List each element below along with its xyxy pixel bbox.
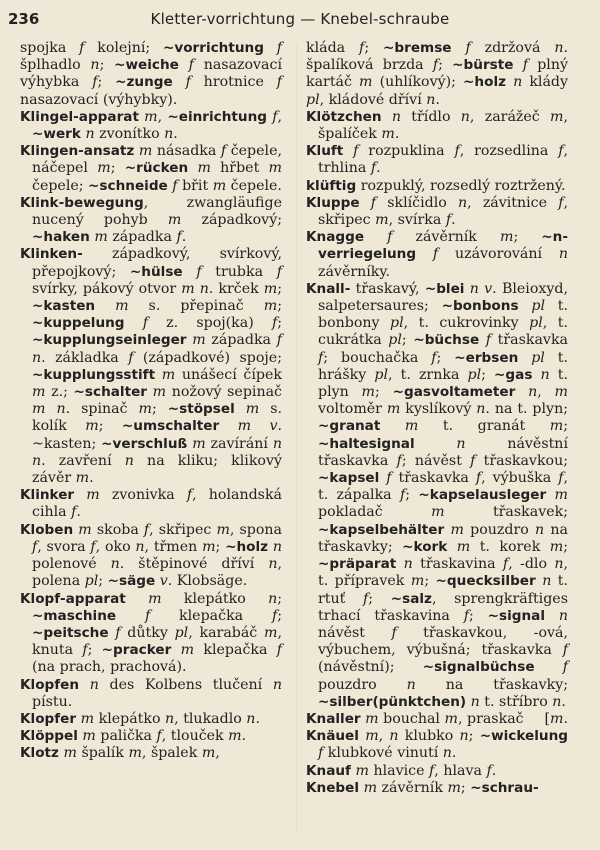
headword: Knebel: [306, 779, 360, 796]
dictionary-entry: Knäuel m, n klubko n; ~wickelung f klubkové vinutí n.: [306, 728, 568, 762]
headword: ~holz: [463, 74, 507, 91]
headword: Kluft: [306, 143, 344, 160]
headword: ~gasvoltameter: [392, 384, 516, 401]
headword: ~holz: [225, 538, 269, 555]
headword: Klöppel: [20, 728, 78, 745]
headword: ~rücken: [124, 160, 189, 177]
dictionary-entry: Kluppe f sklíčidlo n, závitnice f, skřipec m, svírka f.: [306, 194, 568, 229]
headword: ~stöpsel: [167, 401, 235, 418]
dictionary-entry: Kloben m skoba f, skřipec m, spona f, svora f, oko n, třmen m; ~holz n polenové n. štěpinové dříví n, polena pl; ~säge v. Klobsäge.: [20, 521, 283, 590]
dictionary-entry: Klingen-ansatz m násadka f čepele, náčepel m; ~rücken m hřbet m čepele; ~schneide f břit m čepele.: [20, 143, 283, 194]
headword: ~schalter: [73, 384, 148, 401]
headword: Klingen-ansatz: [20, 143, 135, 160]
headword: Knall-: [306, 280, 351, 297]
dictionary-entry: Knebel m závěrník m; ~schrau-: [306, 779, 539, 796]
headword: Knaller: [306, 710, 361, 727]
headword: ~werk: [32, 126, 81, 143]
running-head: Kletter-vorrichtung — Knebel-schraube: [150, 10, 450, 28]
headword: ~zunge: [115, 74, 173, 91]
headword: ~bremse: [383, 40, 452, 56]
headword: Klopfer: [20, 710, 77, 727]
headword: Klotz: [20, 745, 59, 762]
headword: ~kupplungsstift: [32, 366, 156, 383]
headword: ~kuppelung: [32, 315, 125, 332]
headword: ~kapsel: [318, 470, 380, 487]
headword: klüftig: [306, 177, 357, 194]
headword: ~kasten: [32, 298, 96, 315]
dictionary-entry: Klopfen n des Kolbens tlučení n pístu.: [20, 676, 283, 710]
headword: ~schrau-: [470, 779, 539, 796]
headword: ~n-verriegelung: [318, 229, 569, 263]
dictionary-entry: Knagge f závěrník m; ~n-verriegelung f uzávorování n závěrníky.: [306, 229, 569, 280]
headword: ~signalbüchse: [422, 659, 535, 676]
headword: Klopf-apparat: [20, 590, 126, 607]
headword: ~weiche: [114, 57, 179, 74]
dictionary-entry: spojka f kolejní; ~vorrichtung f šplhadlo n; ~weiche f nasazovací výhybka f; ~zunge f hrotnice f nasazovací (výhybky).: [20, 40, 283, 108]
headword: ~erbsen: [454, 349, 519, 366]
headword: ~hülse: [129, 263, 183, 280]
page-number: 236: [8, 10, 40, 28]
headword: ~haken: [32, 229, 90, 246]
headword: ~säge: [107, 573, 156, 590]
headword: ~vorrichtung: [162, 40, 264, 56]
headword: ~salz: [390, 590, 432, 607]
headword: ~gas: [494, 366, 533, 383]
headword: Klink-bewegung: [20, 194, 144, 211]
headword: ~verschluß: [101, 435, 188, 452]
dictionary-entry: Klink-bewegung, zwangläufige nucený pohyb m západkový; ~haken m západka f.: [20, 194, 282, 246]
headword: Klötzchen: [306, 108, 382, 125]
dictionary-entry: Klotz m špalík m, špalek m,: [20, 745, 220, 762]
headword: ~blei: [424, 280, 465, 297]
headword: ~büchse: [413, 332, 480, 349]
headword: Klinken-: [20, 246, 83, 263]
headword: ~kapselausleger: [418, 487, 547, 504]
dictionary-entry: Klöppel m palička f, tlouček m.: [20, 728, 247, 745]
dictionary-entry: Klötzchen n třídlo n, zarážeč m, špalíček m.: [306, 108, 568, 143]
dictionary-entry: Klinken- západkový, svírkový, přepojkový; ~hülse f trubka f svírky, pákový otvor m n. krček m; ~kasten m s. přepinač m; ~kuppelung f z. spoj(ka) f; ~kupplungseinleger m západka f n. základka f (západkové) spoje; ~kupplungsstift m unášecí čípek m z.; ~schalter m nožový sepinač m n. spinač m; ~stöpsel m s. kolík m; ~umschalter m v. ~kasten; ~verschluß m zavírání n n. zavření n na kliku; klikový závěr m.: [20, 246, 283, 487]
dictionary-entry: Klinker m zvonivka f, holandská cihla f.: [20, 487, 282, 521]
headword: ~kork: [402, 538, 448, 555]
dictionary-entry: Knall- třaskavý, ~blei n v. Bleioxyd, salpetersaures; ~bonbons pl t. bonbony pl, t. cukrovinky pl, t. cukrátka pl; ~büchse f třaskavka f; bouchačka f; ~erbsen pl t. hrášky pl, t. zrnka pl; ~gas n t. plyn m; ~gasvoltameter n, m voltoměr m kyslíkový n. na t. plyn; ~granat m t. granát m; ~haltesignal n návěstní třaskavka f; návěst f třaskavkou; ~kapsel f třaskavka f, výbuška f, t. zápalka f; ~kapselausleger m pokladač m třaskavek; ~kapselbehälter m pouzdro n na třaskavky; ~kork m t. korek m; ~präparat n třaskavina f, -dlo n, t. přípravek m; ~quecksilber n t. rtuť f; ~salz, sprengkräftiges trhací třaskavina f; ~signal n návěst f třaskavkou, -ová, výbuchem, výbušná; třaskavka f (návěstní); ~signalbüchse f pouzdro n na třaskavky; ~silber(pünktchen) n t. stříbro n. [m.: [306, 280, 569, 727]
dictionary-entry: Klopfer m klepátko n, tlukadlo n.: [20, 710, 260, 727]
headword: Knäuel: [306, 728, 359, 745]
headword: ~schneide: [88, 177, 168, 194]
headword: ~quecksilber: [435, 573, 536, 590]
headword: ~wickelung: [479, 728, 568, 745]
headword: Kloben: [20, 521, 74, 538]
dictionary-entry: Klopf-apparat m klepátko n; ~maschine f klepačka f; ~peitsche f důtky pl, karabáč m, knuta f; ~pracker m klepačka f (na prach, prachová).: [20, 590, 283, 676]
headword: ~signal: [487, 607, 545, 624]
headword: ~einrichtung: [167, 108, 267, 125]
headword: Knagge: [306, 229, 365, 246]
headword: Klinker: [20, 487, 75, 504]
left-column: [20, 40, 282, 763]
headword: ~kupplungseinleger: [32, 332, 187, 349]
headword: ~kapselbehälter: [318, 521, 445, 538]
headword: ~peitsche: [32, 624, 109, 641]
dictionary-entry: klüftig rozpuklý, rozsedlý roztržený.: [306, 177, 566, 194]
headword: ~bürste: [452, 57, 514, 74]
headword: ~präparat: [318, 556, 397, 573]
dictionary-entry: Knauf m hlavice f, hlava f.: [306, 762, 497, 779]
dictionary-entry: Klingel-apparat m, ~einrichtung f, ~werk n zvonítko n.: [20, 108, 282, 143]
headword: ~umschalter: [121, 418, 220, 435]
headword: ~maschine: [32, 607, 117, 624]
dictionary-entry: Knaller m bouchal m, praskač: [306, 710, 524, 727]
right-column: [306, 40, 568, 797]
headword: Klopfen: [20, 676, 80, 693]
headword: ~pracker: [101, 642, 172, 659]
headword: ~haltesignal: [318, 435, 415, 452]
dictionary-entry: kláda f; ~bremse f zdržová n. špalíková brzda f; ~bürste f plný kartáč m (uhlíkový); ~holz n klády pl, kládové dříví n.: [306, 40, 569, 108]
dictionary-entry: Kluft f rozpuklina f, rozsedlina f, trhlina f.: [306, 143, 568, 177]
headword: ~granat: [318, 418, 381, 435]
headword: Kluppe: [306, 194, 360, 211]
headword: Klingel-apparat: [20, 108, 139, 125]
column-gutter: [296, 44, 297, 834]
headword: Knauf: [306, 762, 351, 779]
headword: ~bonbons: [441, 298, 519, 315]
page-header: [0, 6, 600, 32]
headword: ~silber(pünktchen): [318, 693, 467, 710]
